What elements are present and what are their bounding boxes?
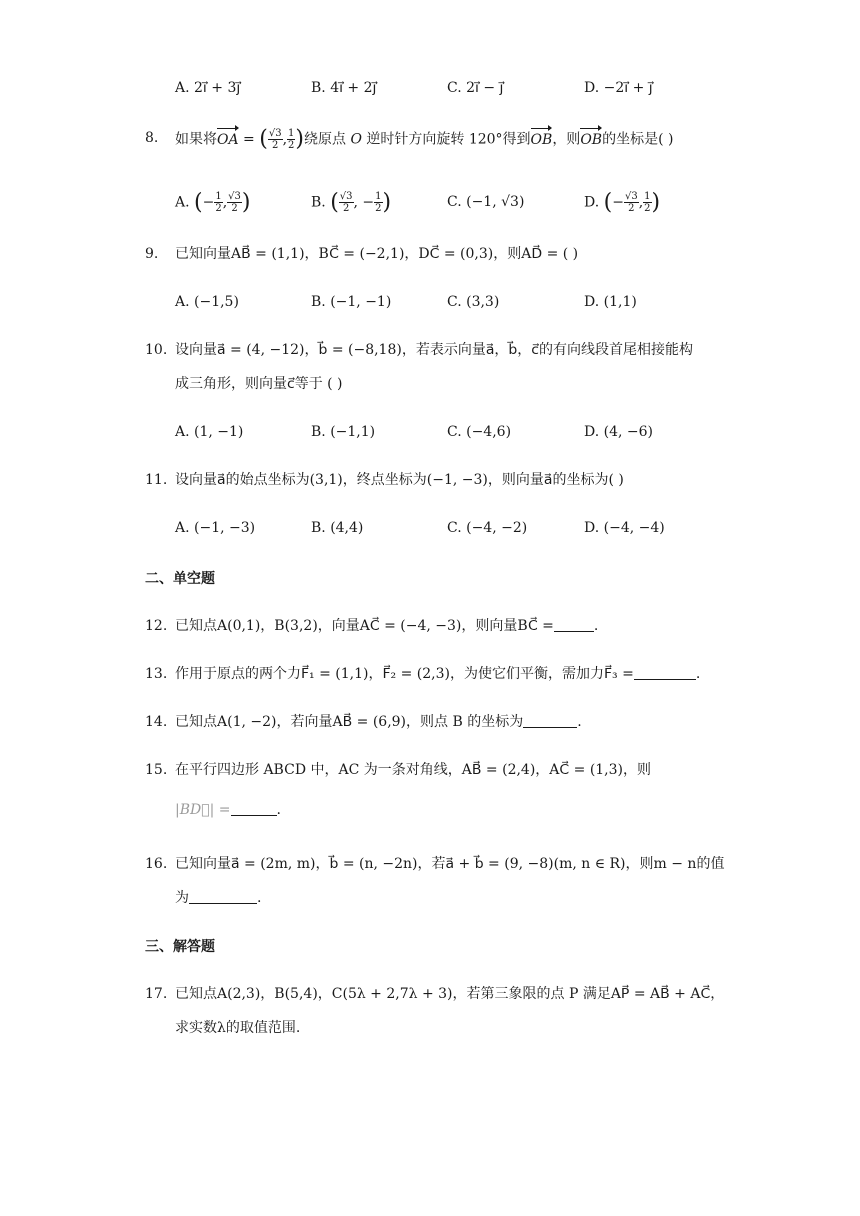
q13-text: 作用于原点的两个力F⃗₁ = (1,1)，F⃗₂ = (2,3)，为使它们平衡，需加力F⃗₃ = (175, 666, 634, 682)
q16-answer-blank[interactable] (189, 889, 257, 904)
q9-option-b[interactable]: B. (−1, −1) (311, 294, 392, 310)
question-10-line-2: 成三角形，则向量c⃗等于 ( ) (175, 376, 343, 392)
q9-option-d[interactable]: D. (1,1) (584, 294, 637, 310)
question-9-text: 已知向量AB⃗ = (1,1)，BC⃗ = (−2,1)，DC⃗ = (0,3)，则AD⃗ = ( ) (175, 246, 579, 262)
q13-answer-blank[interactable] (634, 665, 696, 680)
section-heading-fill-in: 二、单空题 (145, 571, 215, 587)
question-17-line-1: 已知点A(2,3)，B(5,4)，C(5λ + 2,7λ + 3)，若第三象限的点 P 满足AP⃗ = AB⃗ + AC⃗， (175, 986, 725, 1002)
q16-text-wei: 为 (175, 890, 189, 906)
question-12-number: 12. (145, 618, 168, 634)
q14-period: . (577, 714, 582, 730)
q7-option-c[interactable]: C. 2i⃗ − j⃗ (447, 80, 504, 96)
question-8-text: 如果将OA = ( $\frac{√3}{2}$ , $\frac{1}{2}$ )绕原点 O 逆时针方向旋转 120°得到OB，则OB的坐标是( ) (175, 126, 674, 152)
question-10-line-1: 设向量a⃗ = (4, −12)，b⃗ = (−8,18)，若表示向量a⃗，b⃗，c⃗的有向线段首尾相接能构 (175, 342, 693, 358)
question-8-number: 8. (145, 130, 159, 146)
q8-text-e: 的坐标是( ) (602, 131, 674, 148)
question-13-number: 13. (145, 666, 168, 682)
question-15-line-1: 在平行四边形 ABCD 中，AC 为一条对角线，AB⃗ = (2,4)，AC⃗ = (1,3)，则 (175, 762, 652, 778)
question-15-line-2 (175, 800, 281, 820)
q8-vector-oa: OA (217, 131, 239, 148)
q11-option-d[interactable]: D. (−4, −4) (584, 520, 665, 536)
question-15-number: 15. (145, 762, 168, 778)
q8-option-a-label: A. (175, 194, 190, 211)
q11-option-a[interactable]: A. (−1, −3) (175, 520, 256, 536)
question-10-number: 10. (145, 342, 168, 358)
question-17-line-2: 求实数λ的取值范围. (175, 1020, 301, 1036)
question-17-number: 17. (145, 986, 168, 1002)
question-14-text (175, 712, 582, 732)
q15-answer-blank[interactable] (231, 801, 277, 816)
q8-oa-y-fraction: $\frac{1}{2}$ (288, 128, 295, 151)
q8-vector-ob-2: OB (580, 131, 603, 148)
question-9-number: 9. (145, 246, 159, 262)
q8-point-o: O (350, 131, 362, 148)
q14-text: 已知点A(1, −2)，若向量AB⃗ = (6,9)，则点 B 的坐标为 (175, 714, 524, 730)
q8-text-c: 逆时针方向旋转 120°得到 (366, 131, 531, 148)
q8-vector-ob: OB (530, 131, 553, 148)
question-12-text (175, 616, 598, 636)
question-16-number: 16. (145, 856, 168, 872)
q13-period: . (695, 666, 701, 682)
q16-period: . (257, 890, 262, 906)
q8-option-d[interactable]: D. (− $\frac{√3}{2}$ , $\frac{1}{2}$ ) (584, 190, 661, 215)
q14-answer-blank[interactable] (523, 713, 577, 728)
q8-text-d: ，则 (552, 131, 581, 148)
question-16-line-1: 已知向量a⃗ = (2m, m)，b⃗ = (n, −2n)，若a⃗ + b⃗ = (9, −8)(m, n ∈ R)，则m − n的值 (175, 856, 725, 872)
q8-option-d-label: D. (584, 194, 600, 211)
q8-text-b: 绕原点 (303, 131, 346, 148)
q12-answer-blank[interactable] (554, 617, 594, 632)
q10-option-c[interactable]: C. (−4,6) (447, 424, 512, 440)
q8-oa-x-fraction: $\frac{√3}{2}$ (268, 128, 282, 151)
section-heading-solution: 三、解答题 (145, 939, 215, 955)
q10-option-d[interactable]: D. (4, −6) (584, 424, 653, 440)
q11-option-c[interactable]: C. (−4, −2) (447, 520, 528, 536)
q9-option-a[interactable]: A. (−1,5) (175, 294, 239, 310)
q8-option-b-label: B. (311, 194, 326, 211)
q10-option-a[interactable]: A. (1, −1) (175, 424, 244, 440)
q15-period: . (276, 802, 281, 818)
q8-text-a: 如果将 (175, 131, 217, 148)
q7-option-b[interactable]: B. 4i⃗ + 2j⃗ (311, 80, 377, 96)
question-11-number: 11. (145, 472, 168, 488)
q15-bd-magnitude: |BD⃗| = (175, 802, 231, 818)
q8-option-a[interactable]: A. (− $\frac{1}{2}$ , $\frac{√3}{2}$ ) (175, 190, 251, 215)
q7-option-a[interactable]: A. 2i⃗ + 3j⃗ (175, 80, 241, 96)
question-16-line-2 (175, 888, 261, 908)
q12-text: 已知点A(0,1)，B(3,2)，向量AC⃗ = (−4, −3)，则向量BC⃗ = (175, 618, 554, 634)
question-11-text: 设向量a⃗的始点坐标为(3,1)，终点坐标为(−1, −3)，则向量a⃗的坐标为( ) (175, 472, 624, 488)
question-14-number: 14. (145, 714, 168, 730)
q10-option-b[interactable]: B. (−1,1) (311, 424, 376, 440)
q8-option-b[interactable]: B. ( $\frac{√3}{2}$ , − $\frac{1}{2}$ ) (311, 190, 392, 215)
q7-option-d[interactable]: D. −2i⃗ + j⃗ (584, 80, 653, 96)
question-13-text (175, 664, 700, 684)
q8-option-c[interactable]: C. (−1, √3) (447, 194, 525, 210)
q9-option-c[interactable]: C. (3,3) (447, 294, 500, 310)
q11-option-b[interactable]: B. (4,4) (311, 520, 364, 536)
q12-period: . (593, 618, 599, 634)
